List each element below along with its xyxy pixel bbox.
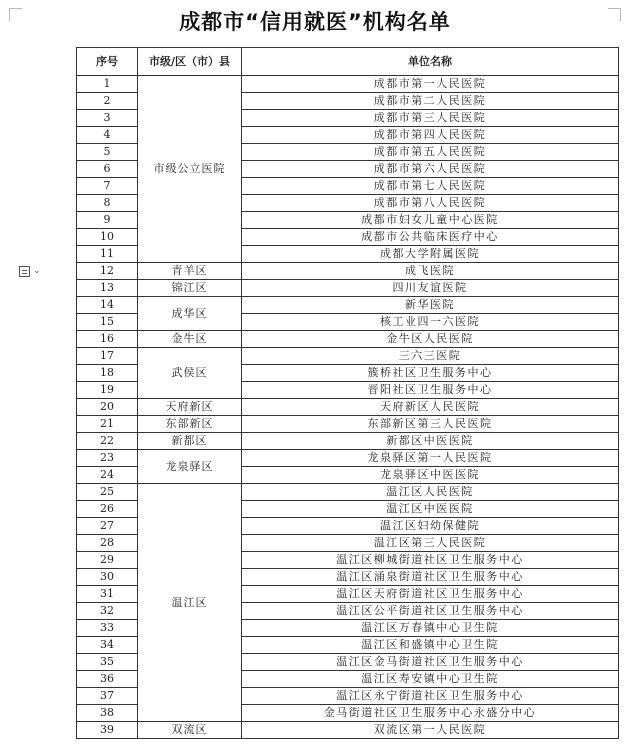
unit-name: 温江区和盛镇中心卫生院 — [242, 637, 619, 654]
unit-name: 温江区永宁街道社区卫生服务中心 — [242, 688, 619, 705]
table-row — [77, 331, 619, 348]
district-cell: 龙泉驿区 — [138, 450, 242, 484]
district-cell: 锦江区 — [138, 280, 242, 297]
table-header-row — [77, 48, 619, 76]
row-number: 24 — [77, 467, 138, 484]
unit-name: 成都市第六人民医院 — [242, 161, 619, 178]
unit-name: 新都区中医医院 — [242, 433, 619, 450]
table-row — [77, 280, 619, 297]
row-number: 39 — [77, 722, 138, 739]
unit-name: 天府新区人民医院 — [242, 399, 619, 416]
row-number: 27 — [77, 518, 138, 535]
district-cell: 武侯区 — [138, 348, 242, 399]
row-number: 5 — [77, 144, 138, 161]
table-row — [77, 484, 619, 501]
row-number: 35 — [77, 654, 138, 671]
unit-name: 核工业四一六医院 — [242, 314, 619, 331]
unit-name: 成都市第八人民医院 — [242, 195, 619, 212]
district-cell: 温江区 — [138, 484, 242, 722]
table-row — [77, 450, 619, 467]
row-number: 10 — [77, 229, 138, 246]
unit-name: 成都市妇女儿童中心医院 — [242, 212, 619, 229]
table-row — [77, 416, 619, 433]
unit-name: 龙泉驿区第一人民医院 — [242, 450, 619, 467]
row-number: 33 — [77, 620, 138, 637]
table-row — [77, 76, 619, 93]
row-number: 37 — [77, 688, 138, 705]
table-row — [77, 263, 619, 280]
unit-name: 三六三医院 — [242, 348, 619, 365]
row-number: 25 — [77, 484, 138, 501]
row-number: 34 — [77, 637, 138, 654]
district-cell: 青羊区 — [138, 263, 242, 280]
row-number: 20 — [77, 399, 138, 416]
row-number: 23 — [77, 450, 138, 467]
row-number: 1 — [77, 76, 138, 93]
district-cell: 天府新区 — [138, 399, 242, 416]
document-title: 成都市“信用就医”机构名单 — [179, 10, 451, 34]
row-number: 38 — [77, 705, 138, 722]
unit-name: 晋阳社区卫生服务中心 — [242, 382, 619, 399]
row-number: 12 — [77, 263, 138, 280]
district-cell: 市级公立医院 — [138, 76, 242, 263]
unit-name: 温江区柳城街道社区卫生服务中心 — [242, 552, 619, 569]
unit-name: 温江区公平街道社区卫生服务中心 — [242, 603, 619, 620]
row-number: 29 — [77, 552, 138, 569]
unit-name: 簇桥社区卫生服务中心 — [242, 365, 619, 382]
row-number: 7 — [77, 178, 138, 195]
unit-name: 成都市公共临床医疗中心 — [242, 229, 619, 246]
row-number: 26 — [77, 501, 138, 518]
unit-name: 成都市第三人民医院 — [242, 110, 619, 127]
unit-name: 成都大学附属医院 — [242, 246, 619, 263]
row-number: 8 — [77, 195, 138, 212]
row-number: 13 — [77, 280, 138, 297]
header-unit: 单位名称 — [242, 48, 619, 76]
row-number: 9 — [77, 212, 138, 229]
unit-name: 四川友谊医院 — [242, 280, 619, 297]
unit-name: 双流区第一人民医院 — [242, 722, 619, 739]
table-layout-icon — [19, 266, 30, 277]
district-cell: 新都区 — [138, 433, 242, 450]
row-number: 30 — [77, 569, 138, 586]
table-row — [77, 348, 619, 365]
table-row — [77, 433, 619, 450]
unit-name: 温江区天府街道社区卫生服务中心 — [242, 586, 619, 603]
row-number: 3 — [77, 110, 138, 127]
unit-name: 温江区中医医院 — [242, 501, 619, 518]
row-number: 36 — [77, 671, 138, 688]
unit-name: 温江区金马街道社区卫生服务中心 — [242, 654, 619, 671]
unit-name: 成都市第七人民医院 — [242, 178, 619, 195]
unit-name: 金马街道社区卫生服务中心永盛分中心 — [242, 705, 619, 722]
table-row — [77, 722, 619, 739]
row-number: 2 — [77, 93, 138, 110]
table-body — [77, 76, 619, 739]
row-number: 14 — [77, 297, 138, 314]
row-number: 16 — [77, 331, 138, 348]
unit-name: 温江区妇幼保健院 — [242, 518, 619, 535]
unit-name: 成都市第四人民医院 — [242, 127, 619, 144]
header-no: 序号 — [77, 48, 138, 76]
unit-name: 温江区第三人民医院 — [242, 535, 619, 552]
unit-name: 成飞医院 — [242, 263, 619, 280]
unit-name: 温江区人民医院 — [242, 484, 619, 501]
unit-name: 成都市第二人民医院 — [242, 93, 619, 110]
district-cell: 双流区 — [138, 722, 242, 739]
institution-table — [76, 47, 619, 739]
row-number: 11 — [77, 246, 138, 263]
unit-name: 金牛区人民医院 — [242, 331, 619, 348]
row-number: 15 — [77, 314, 138, 331]
table-row — [77, 399, 619, 416]
row-number: 19 — [77, 382, 138, 399]
row-number: 18 — [77, 365, 138, 382]
unit-name: 龙泉驿区中医医院 — [242, 467, 619, 484]
unit-name: 温江区涌泉街道社区卫生服务中心 — [242, 569, 619, 586]
unit-name: 成都市第五人民医院 — [242, 144, 619, 161]
row-number: 6 — [77, 161, 138, 178]
row-number: 21 — [77, 416, 138, 433]
table-row — [77, 297, 619, 314]
unit-name: 新华医院 — [242, 297, 619, 314]
unit-name: 温江区万春镇中心卫生院 — [242, 620, 619, 637]
chevron-down-icon: ⌄ — [33, 266, 41, 276]
header-district: 市级/区（市）县 — [138, 48, 242, 76]
table-layout-tool[interactable] — [19, 262, 53, 280]
row-number: 28 — [77, 535, 138, 552]
unit-name: 温江区寿安镇中心卫生院 — [242, 671, 619, 688]
district-cell: 东部新区 — [138, 416, 242, 433]
district-cell: 金牛区 — [138, 331, 242, 348]
row-number: 4 — [77, 127, 138, 144]
unit-name: 成都市第一人民医院 — [242, 76, 619, 93]
row-number: 22 — [77, 433, 138, 450]
unit-name: 东部新区第三人民医院 — [242, 416, 619, 433]
district-cell: 成华区 — [138, 297, 242, 331]
row-number: 31 — [77, 586, 138, 603]
row-number: 32 — [77, 603, 138, 620]
row-number: 17 — [77, 348, 138, 365]
